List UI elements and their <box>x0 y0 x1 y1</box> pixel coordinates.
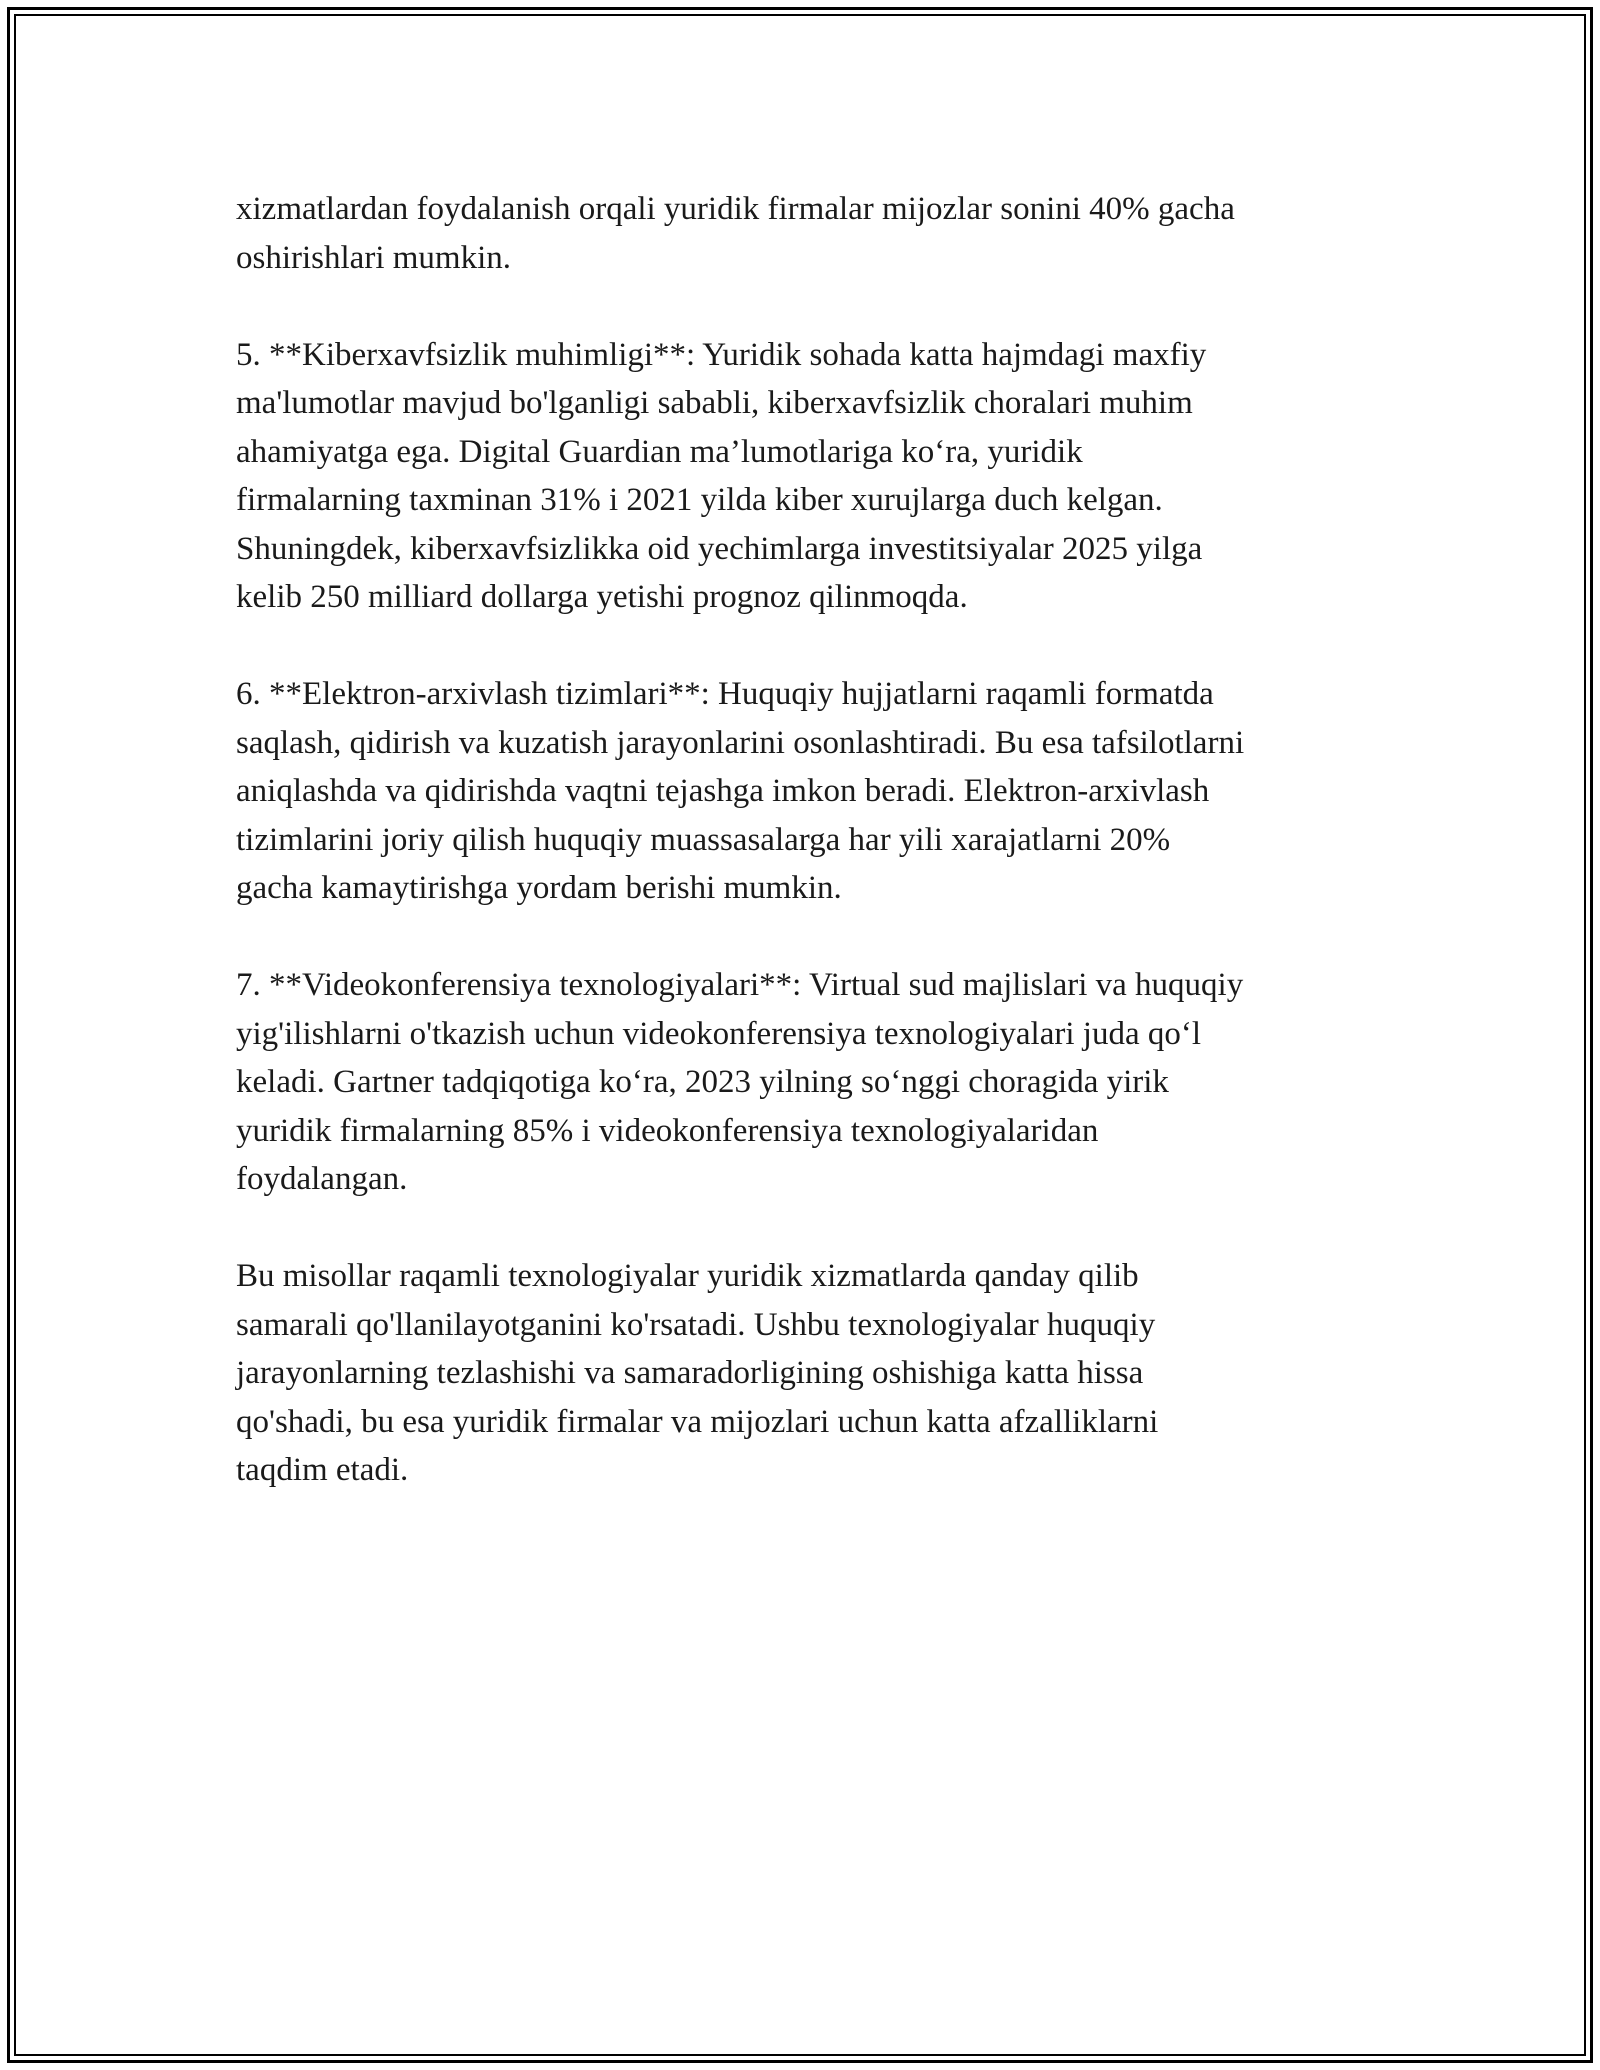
paragraph-conclusion: Bu misollar raqamli texnologiyalar yuridik xizmatlarda qanday qilib samarali qo'llanilayotganini ko'rsatadi. Ushbu texnologiyalar huquqiy jarayonlarning tezlashishi va samaradorligining oshishiga katta hissa qo'shadi, bu esa yuridik firmalar va mijozlari uchun katta afzalliklarni taqdim etadi. <box>236 1258 1159 1488</box>
paragraph-videoconferencing: 7. **Videokonferensiya texnologiyalari**: Virtual sud majlislari va huquqiy yig'ilishlarni o'tkazish uchun videokonferensiya texnologiyalari juda qo‘l keladi. Gartner tadqiqotiga ko‘ra, 2023 yilning so‘nggi choragida yirik yuridik firmalarning 85% i videokonferensiya texnologiyalaridan foydalangan. <box>236 967 1244 1197</box>
paragraph-continuation: xizmatlardan foydalanish orqali yuridik firmalar mijozlar sonini 40% gacha oshirishlari mumkin. <box>236 191 1235 276</box>
paragraph-cybersecurity: 5. **Kiberxavfsizlik muhimligi**: Yuridik sohada katta hajmdagi maxfiy ma'lumotlar mavjud bo'lganligi sababli, kiberxavfsizlik choralari muhim ahamiyatga ega. Digital Guardian ma’lumotlariga ko‘ra, yuridik firmalarning taxminan 31% i 2021 yilda kiber xurujlarga duch kelgan. Shuningdek, kiberxavfsizlikka oid yechimlarga investitsiyalar 2025 yilga kelib 250 milliard dollarga yetishi prognoz qilinmoqda. <box>236 336 1207 615</box>
paragraph-e-archiving: 6. **Elektron-arxivlash tizimlari**: Huquqiy hujjatlarni raqamli formatda saqlash, qidirish va kuzatish jarayonlarini osonlashtiradi. Bu esa tafsilotlarni aniqlashda va qidirishda vaqtni tejashga imkon beradi. Elektron-arxivlash tizimlarini joriy qilish huquqiy muassasalarga har yili xarajatlarni 20% gacha kamaytirishga yordam berishi mumkin. <box>236 676 1245 906</box>
document-body <box>236 185 1376 1543</box>
